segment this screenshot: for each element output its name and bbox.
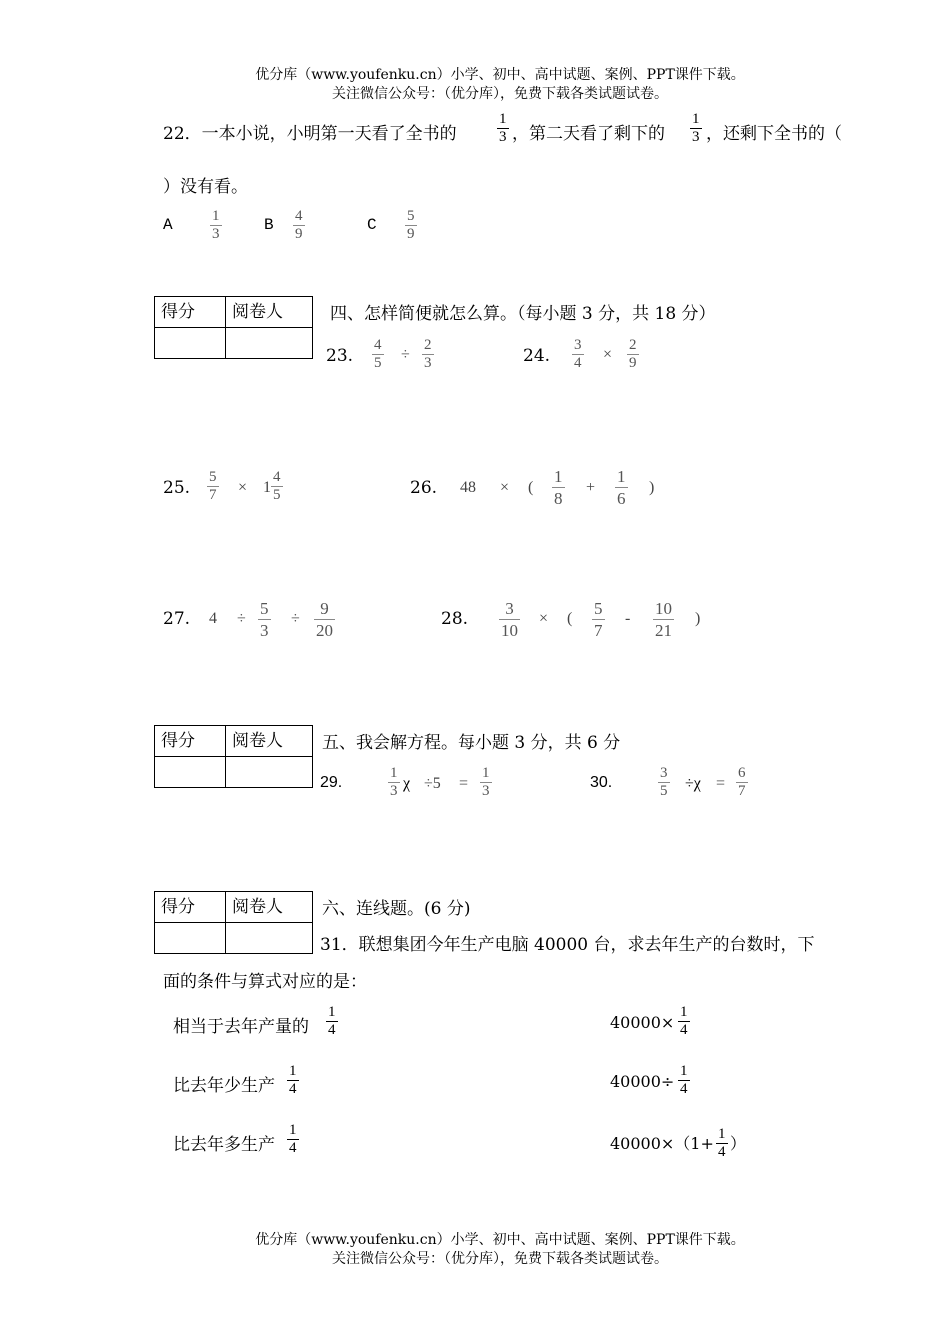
q25-operator: × [238, 479, 248, 496]
grader-cell[interactable] [226, 923, 313, 954]
q22-option-c-fraction: $\frac{5}{9}$ [407, 208, 415, 242]
q23-fraction-b: $\frac{2}{3}$ [424, 337, 432, 371]
score-cell[interactable] [155, 757, 226, 788]
q23-operator: ÷ [401, 346, 410, 363]
q26-left-paren: ( [528, 479, 534, 496]
q25-fraction-a: $\frac{5}{7}$ [209, 469, 217, 503]
match-left-3-fraction: $\frac{1}{4}$ [289, 1122, 297, 1156]
score-label: 得分 [155, 726, 226, 757]
q31-text-line1: 31．联想集团今年生产电脑 40000 台，求去年生产的台数时，下 [320, 935, 815, 955]
q22-text-1: 22．一本小说，小明第一天看了全书的 [163, 124, 457, 144]
q22-option-b-fraction: $\frac{4}{9}$ [295, 208, 303, 242]
q29-variable: χ [403, 775, 411, 792]
q22-fraction-b: $\frac{1}{3}$ [692, 111, 700, 145]
q26-number: 26. [410, 478, 438, 498]
q27-number: 27. [163, 609, 191, 629]
match-right-3-fraction: $\frac{1}{4}$ [718, 1126, 726, 1160]
match-right-1-fraction: $\frac{1}{4}$ [680, 1004, 688, 1038]
header-line-1: 优分库（www.youfenku.cn）小学、初中、高中试题、案例、PPT课件下载。 [255, 67, 745, 83]
q25-whole: 1 [263, 479, 271, 496]
score-box-section4 [154, 296, 313, 359]
q22-fraction-a: $\frac{1}{3}$ [499, 111, 507, 145]
q25-number: 25. [163, 478, 191, 498]
q23-fraction-a: $\frac{4}{5}$ [374, 337, 382, 371]
q29-fraction-a: $\frac{1}{3}$ [390, 765, 398, 799]
q29-equals: = [459, 775, 469, 792]
q28-fraction-a: $\frac{3}{10}$ [501, 599, 518, 640]
q28-fraction-c: $\frac{10}{21}$ [655, 599, 672, 640]
score-cell[interactable] [155, 923, 226, 954]
match-right-2[interactable]: 40000÷ [610, 1072, 675, 1091]
q22-option-a-fraction: $\frac{1}{3}$ [212, 208, 220, 242]
q26-fraction-b: $\frac{1}{6}$ [617, 467, 626, 508]
footer-line-1: 优分库（www.youfenku.cn）小学、初中、高中试题、案例、PPT课件下载。 [255, 1232, 745, 1248]
match-left-1[interactable]: 相当于去年产量的 [173, 1017, 309, 1037]
q26-operator: × [500, 479, 510, 496]
q27-number-4: 4 [209, 610, 217, 627]
q27-fraction-b: $\frac{9}{20}$ [316, 599, 333, 640]
q30-fraction-b: $\frac{6}{7}$ [738, 765, 746, 799]
grader-label: 阅卷人 [226, 892, 313, 923]
grader-label: 阅卷人 [226, 297, 313, 328]
q28-minus: - [625, 610, 631, 627]
q29-operator: ÷5 [424, 775, 441, 792]
grader-cell[interactable] [226, 328, 313, 359]
q24-fraction-b: $\frac{2}{9}$ [629, 337, 637, 371]
match-left-3[interactable]: 比去年多生产 [173, 1135, 275, 1155]
q22-option-a-label: A [163, 216, 173, 234]
header-line-2: 关注微信公众号：（优分库），免费下载各类试题试卷。 [332, 86, 668, 102]
q31-text-line2: 面的条件与算式对应的是： [163, 972, 367, 992]
q26-right-paren: ) [649, 479, 655, 496]
q27-fraction-a: $\frac{5}{3}$ [260, 599, 269, 640]
match-right-3-tail: ） [730, 1134, 747, 1153]
score-cell[interactable] [155, 328, 226, 359]
q27-operator-2: ÷ [291, 610, 300, 627]
q24-operator: × [603, 346, 613, 363]
score-box-section6 [154, 891, 313, 954]
q26-plus: + [586, 479, 596, 496]
grader-cell[interactable] [226, 757, 313, 788]
footer-line-2: 关注微信公众号：（优分库），免费下载各类试题试卷。 [332, 1251, 668, 1267]
q22-option-c-label: C [367, 216, 377, 234]
q30-fraction-a: $\frac{3}{5}$ [660, 765, 668, 799]
q28-left-paren: ( [567, 610, 573, 627]
q22-text-3: ，还剩下全书的（ [706, 124, 842, 144]
q26-number-48: 48 [460, 479, 476, 496]
q29-number: 29. [320, 774, 343, 791]
score-box-section5 [154, 725, 313, 788]
q28-operator: × [539, 610, 549, 627]
q24-fraction-a: $\frac{3}{4}$ [574, 337, 582, 371]
q30-operator: ÷χ [685, 775, 701, 792]
score-label: 得分 [155, 892, 226, 923]
match-left-1-fraction: $\frac{1}{4}$ [328, 1004, 336, 1038]
q30-equals: = [716, 775, 726, 792]
match-right-2-fraction: $\frac{1}{4}$ [680, 1063, 688, 1097]
q27-operator-1: ÷ [237, 610, 246, 627]
q22-text-line2: ）没有看。 [163, 177, 248, 197]
q24-number: 24. [523, 346, 551, 366]
q28-fraction-b: $\frac{5}{7}$ [594, 599, 603, 640]
q22-option-b-label: B [264, 216, 274, 234]
match-left-2-fraction: $\frac{1}{4}$ [289, 1063, 297, 1097]
q25-fraction-b: $\frac{4}{5}$ [273, 469, 281, 503]
q23-number: 23. [326, 346, 354, 366]
q28-right-paren: ) [695, 610, 701, 627]
q30-number: 30. [590, 774, 613, 791]
q28-number: 28. [441, 609, 469, 629]
q26-fraction-a: $\frac{1}{8}$ [554, 467, 563, 508]
section4-title: 四、怎样简便就怎么算。（每小题 3 分，共 18 分） [330, 304, 716, 324]
section6-title: 六、连线题。(6 分) [322, 899, 471, 919]
match-right-3[interactable]: 40000×（1+ [610, 1134, 714, 1153]
match-left-2[interactable]: 比去年少生产 [173, 1076, 275, 1096]
grader-label: 阅卷人 [226, 726, 313, 757]
q29-fraction-b: $\frac{1}{3}$ [482, 765, 490, 799]
q22-text-2: ，第二天看了剩下的 [512, 124, 665, 144]
match-right-1[interactable]: 40000× [610, 1013, 675, 1032]
score-label: 得分 [155, 297, 226, 328]
section5-title: 五、我会解方程。每小题 3 分，共 6 分 [322, 733, 621, 753]
